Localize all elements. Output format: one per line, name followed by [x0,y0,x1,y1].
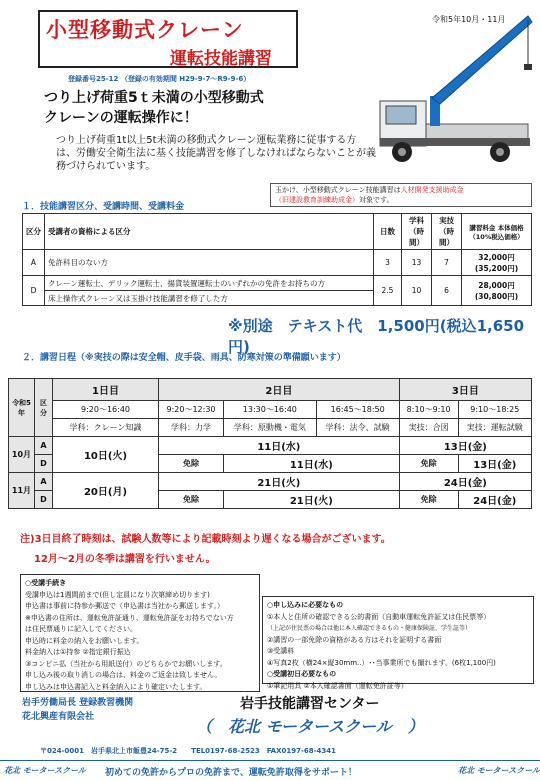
col-lecture: 学科（時間） [402,214,432,250]
textbook-fee: ※別途 テキスト代 1,500円(税込1,650円) [228,317,525,356]
col-days: 日数 [374,214,402,250]
month-oct: 10月 [9,437,35,473]
list-item: ④写真2枚（横24×縦30mm..）･･当事業所でも撮れます。(6枚1,100円) [267,658,496,667]
nov-d-exempt2: 免除 [399,491,458,509]
center-name: 岩手技能講習センター [240,696,380,712]
oct-day1: 10日(火) [53,437,159,473]
org-line1: 岩手労働局長 登録教習機関 [22,698,134,708]
section1-heading: １．技能講習区分、受講時間、受講料金 [22,202,185,212]
col-qualification: 受講者の資格による区分 [45,214,374,250]
organization [22,696,133,724]
fee-base: 28,000円 [478,280,515,290]
procedure-list [25,590,255,694]
class-a: A [35,437,53,455]
subject-day3-1: 実技：合図 [399,419,458,437]
intro-heading [44,88,264,128]
time-day1: 9:20〜16:40 [53,401,159,419]
col-practical: 実技（時間） [432,214,462,250]
list-item: 申し込み後の取り消しの場合は、料金のご返金は致しません。 [25,671,222,679]
class-d: D [35,455,53,473]
org-line2: 花北興産有限会社 [22,712,95,722]
nov-d-day3: 24日(金) [458,491,531,509]
warning-winter: 12月〜2月の冬季は講習を行いません。 [34,554,216,565]
col-class: 区分 [23,214,45,250]
title-box [38,10,298,68]
list-item: 受講申込は1週間前まで(但し定員になり次第締め切ります) [25,590,210,599]
title-main: 小型移動式クレーン [46,18,244,42]
required-title: ○申し込みに必要なもの [267,601,344,609]
list-item: ①筆記用具 ②本人確認書面（運転免許証等） [267,681,408,690]
bottom-brand-right: 花北 モータースクール [458,766,540,775]
bottom-brand-left: 花北 モータースクール [4,766,86,775]
list-item: ③受講料 [267,647,295,655]
cell-fee [462,250,532,276]
cell-days: 3 [374,250,402,276]
time-day2-2: 13:30〜16:40 [224,401,317,419]
schedule-date: 令和5年10月・11月 [432,15,506,24]
oct-a-day3: 13日(金) [399,437,531,455]
class-d: D [35,491,53,509]
application-procedure [20,574,260,692]
subject-day2-3: 学科：法令、試験 [316,419,399,437]
day3-label: 3日目 [399,379,531,401]
cell-class: A [23,250,45,276]
nov-d-day2: 21日(火) [224,491,400,509]
nov-a-day2: 21日(火) [159,473,400,491]
cell-fee [462,276,532,306]
day1-label: 1日目 [53,379,159,401]
cell-lecture: 10 [402,276,432,306]
col-fee: 講習料金 本体価格（10%税込価格） [462,214,532,250]
month-nov: 11月 [9,473,35,509]
bottom-message: 初めての免許からプロの免許まで、運転免許取得をサポート！ [105,768,357,778]
required-list [267,612,529,693]
list-item: ○受講初日必要なもの [267,670,337,678]
subject-day2-1: 学科：力学 [159,419,224,437]
nov-a-day3: 24日(金) [399,473,531,491]
time-day2-3: 16:45〜18:50 [316,401,399,419]
list-item: 料金納入は①持参 ②指定銀行振込 [25,648,131,656]
oct-d-exempt: 免除 [159,455,224,473]
list-item: 申込書は事前に持参か郵送で（申込書は当社から郵送します。） [25,602,224,610]
table-row [23,276,532,291]
time-day3-2: 9:10〜18:25 [458,401,531,419]
cell-days: 2.5 [374,276,402,306]
cell-qualification: 免許科目のない方 [45,250,374,276]
list-item: 申込時に料金の納入をお願いします。 [25,636,144,645]
list-item: ①本人と住所の確認できる公的書面（自動車運転免許証又は住民票等） [267,612,491,621]
subsidy-name: 人材開発支援助成金 [400,186,464,194]
title-sub: 運転技能講習 [170,49,272,69]
nov-d-exempt: 免除 [159,491,224,509]
registration-number: 登録番号25-12 （登録の有効期間 H29-9-7〜R9-9-6） [68,75,251,83]
nov-day1: 20日(月) [53,473,159,509]
subject-day3-2: 実技：運転試験 [458,419,531,437]
address: 〒024-0001 岩手県北上市飯豊24-75-2 TEL0197-68-2523 FAX0197-68-4341 [40,747,337,755]
oct-d-day3: 13日(金) [458,455,531,473]
time-day3-1: 8:10〜9:10 [399,401,458,419]
cell-class: D [23,276,45,306]
warning-end-time: 注)3日目終了時刻は、試験人数等により記載時刻より遅くなる場合がございます。 [20,534,391,545]
list-item: ※申込書の住所は、運転免許証通り、運転免許証をお持ちでない方 [25,613,234,622]
era-label: 令和5年 [9,379,35,437]
table-row [23,250,532,276]
list-item: 申し込みは申込書記入と料金納入により確定いたします。 [25,682,207,691]
fee-tax: (30,800円) [474,291,519,301]
oct-a-day2: 11日(水) [159,437,400,455]
cell-practical: 7 [432,250,462,276]
note-text-end: 対象です。 [359,196,394,204]
list-item: ②講習の一部免除の資格がある方はそれを証明する書面 [267,635,442,644]
cell-qualification: クレーン運転士、デリック運転士、揚貨装置運転士のいずれかの免許をお持ちの方 [45,276,374,291]
fee-table [22,213,532,306]
list-item: は住民票通りに記入してください。 [25,625,137,633]
intro-heading-line2: クレーンの運転操作に！ [44,110,198,126]
cell-qualification-2: 床上操作式クレーン又は玉掛け技能講習を修了した方 [45,291,374,306]
crane-truck-image [360,6,535,181]
class-label: 区分 [35,379,53,437]
note-text: 玉かけ、小型移動式クレーン技能講習は [275,186,401,194]
brand-logo: （ 花北 モータースクール ） [196,717,424,736]
oct-d-exempt2: 免除 [399,455,458,473]
day2-label: 2日目 [159,379,400,401]
procedure-title: ○受講手続き [25,579,67,587]
class-a: A [35,473,53,491]
intro-body: つり上げ荷重1t以上5t未満の移動式クレーン運転業務に従事する方は、労働安全衛生法に基く技能講習を修了しなければならないことが義務づけられています。 [56,135,376,172]
subject-day1: 学科：クレーン知識 [53,419,159,437]
subject-day2-2: 学科：原動機・電気 [224,419,317,437]
required-items [262,596,534,690]
section2-heading: ２．講習日程（※実技の際は安全帽、皮手袋、雨具、防寒対策の準備願います） [22,353,346,363]
subsidy-old-name: （旧建設教育訓練助成金） [275,196,359,204]
cell-lecture: 13 [402,250,432,276]
schedule-table [8,378,532,509]
oct-d-day2: 11日(水) [224,455,400,473]
warnings [20,530,391,570]
list-item: （上記が住民票の場合は他に本人確認できるもの・健康保険証、学生証等） [267,625,472,632]
fee-tax: (35,200円) [474,263,519,273]
fee-base: 32,000円 [478,252,515,262]
subsidy-note [270,183,532,207]
list-item: ③コンビニ払（当社から用紙送付）のどちらかでお願いします。 [25,659,227,668]
bottom-banner [0,760,540,780]
intro-heading-line1: つり上げ荷重5ｔ未満の小型移動式 [44,90,264,106]
time-day2-1: 9:20〜12:30 [159,401,224,419]
cell-practical: 6 [432,276,462,306]
